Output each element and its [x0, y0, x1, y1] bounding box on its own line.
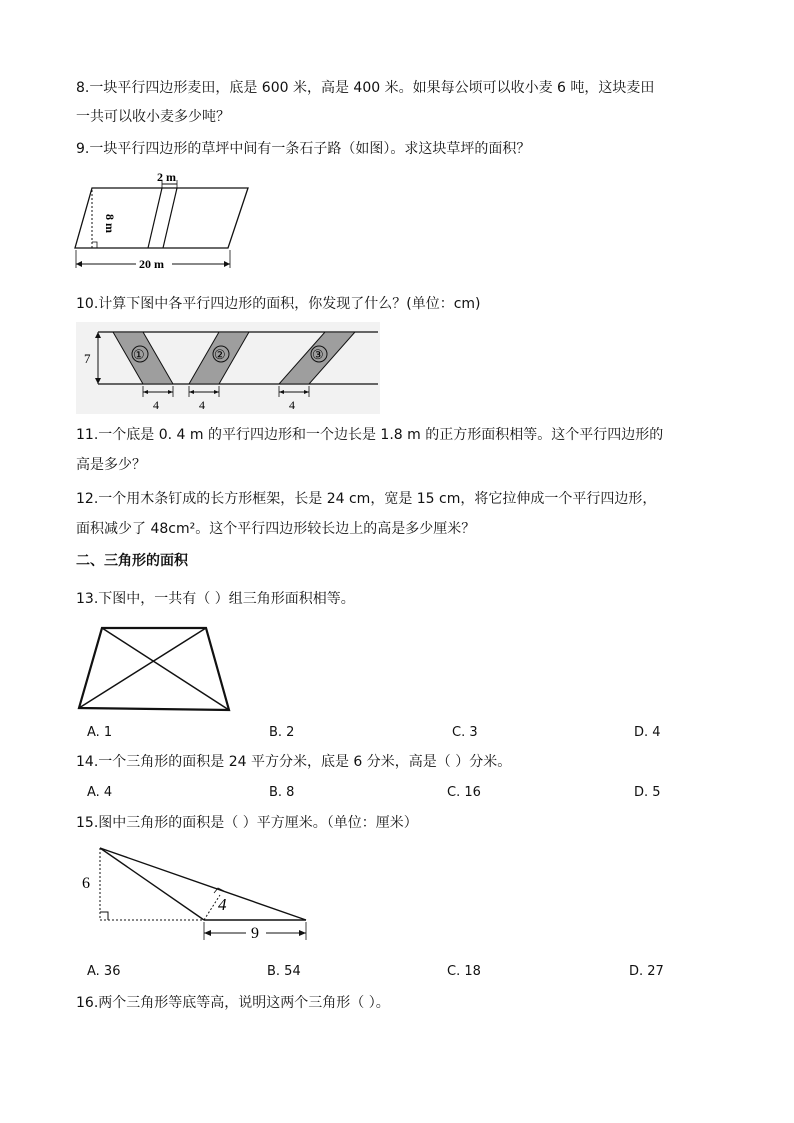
- q12-text-line1: 12.一个用木条钉成的长方形框架，长是 24 cm，宽是 15 cm，将它拉伸成一个平行四边形，: [76, 491, 657, 507]
- q13-text: 13.下图中，一共有（ ）组三角形面积相等。: [76, 591, 355, 607]
- q16-text: 16.两个三角形等底等高，说明这两个三角形（ ）。: [76, 995, 390, 1011]
- q15-triangle-figure: [78, 842, 312, 946]
- q13-trapezoid-figure: [76, 624, 236, 714]
- q10-shape1-label: ①: [133, 347, 145, 362]
- q8-text-line2: 一共可以收小麦多少吨？: [76, 109, 230, 125]
- q13-option-d[interactable]: D. 4: [634, 725, 661, 740]
- q10-text: 10.计算下图中各平行四边形的面积，你发现了什么？(单位：cm): [76, 296, 481, 312]
- q14-option-b[interactable]: B. 8: [269, 785, 295, 800]
- q10-base3-label: 4: [289, 398, 295, 412]
- q11-text-line2: 高是多少？: [76, 457, 146, 473]
- q10-base1-label: 4: [153, 398, 159, 412]
- q10-shape3-label: ③: [312, 347, 324, 362]
- q9-road-width-label: 2 m: [157, 170, 176, 184]
- q13-option-b[interactable]: B. 2: [269, 725, 295, 740]
- q10-parallelograms-figure: [76, 322, 380, 414]
- q14-option-c[interactable]: C. 16: [447, 785, 481, 800]
- q10-base2-label: 4: [199, 398, 205, 412]
- q15-option-b[interactable]: B. 54: [267, 964, 301, 979]
- q13-option-c[interactable]: C. 3: [452, 725, 478, 740]
- q9-parallelogram-figure: [70, 166, 250, 276]
- q9-text: 9.一块平行四边形的草坪中间有一条石子路（如图）。求这块草坪的面积？: [76, 141, 531, 157]
- q10-shape2-label: ②: [214, 347, 226, 362]
- q9-base-label: 20 m: [139, 257, 164, 271]
- section-title-triangle-area: 二、三角形的面积: [76, 553, 188, 569]
- q9-height-label: 8 m: [103, 214, 117, 233]
- q14-option-d[interactable]: D. 5: [634, 785, 661, 800]
- q15-text: 15.图中三角形的面积是（ ）平方厘米。（单位：厘米）: [76, 815, 418, 831]
- q15-inner-height-label: 4: [218, 895, 227, 914]
- q13-option-a[interactable]: A. 1: [87, 725, 113, 740]
- q10-height-label: 7: [84, 351, 91, 366]
- q15-height-label: 6: [82, 875, 90, 892]
- q12-text-line2: 面积减少了 48cm²。这个平行四边形较长边上的高是多少厘米？: [76, 521, 476, 537]
- q15-option-c[interactable]: C. 18: [447, 964, 481, 979]
- q14-text: 14.一个三角形的面积是 24 平方分米，底是 6 分米，高是（ ）分米。: [76, 754, 512, 770]
- q14-option-a[interactable]: A. 4: [87, 785, 113, 800]
- q15-base-label: 9: [251, 925, 259, 942]
- q11-text-line1: 11.一个底是 0. 4 m 的平行四边形和一个边长是 1.8 m 的正方形面积相等。这个平行四边形的: [76, 427, 664, 443]
- q15-option-a[interactable]: A. 36: [87, 964, 121, 979]
- q15-option-d[interactable]: D. 27: [629, 964, 664, 979]
- q8-text-line1: 8.一块平行四边形麦田，底是 600 米，高是 400 米。如果每公顷可以收小麦 6 吨，这块麦田: [76, 80, 655, 96]
